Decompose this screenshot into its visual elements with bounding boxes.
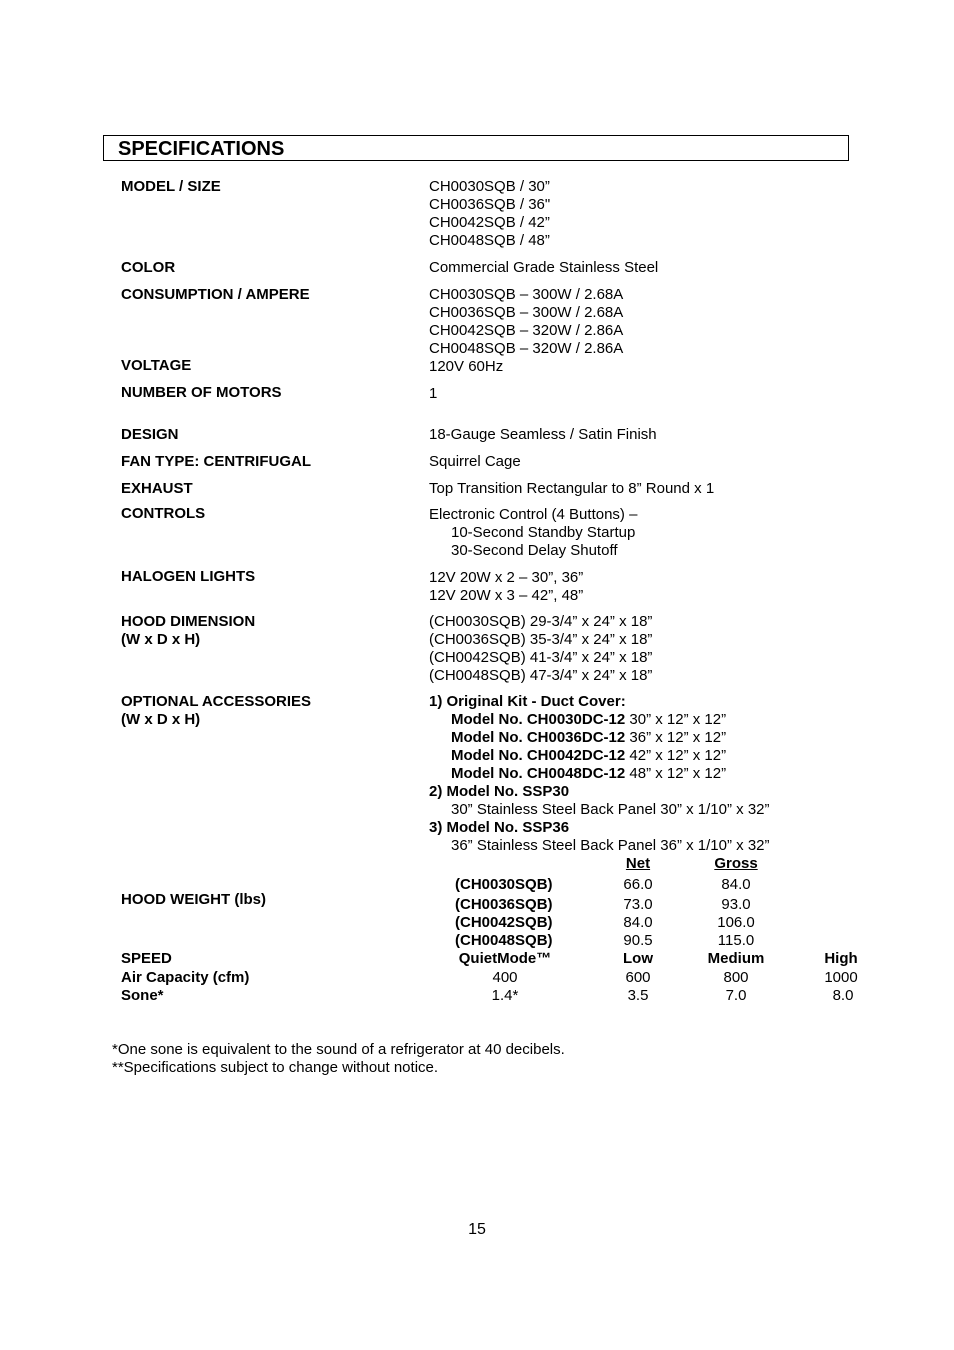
speed-low-header: Low (623, 950, 653, 967)
weight-row-gross: 84.0 (721, 876, 751, 893)
sone-value: 3.5 (627, 987, 649, 1004)
exhaust-label: EXHAUST (121, 480, 193, 497)
halogen-label: HALOGEN LIGHTS (121, 568, 256, 585)
dimension-value: (CH0048SQB) 47-3/4” x 24” x 18” (429, 667, 653, 684)
consumption-value: CH0042SQB – 320W / 2.86A (429, 322, 624, 339)
exhaust-value: Top Transition Rectangular to 8” Round x 1 (429, 480, 715, 497)
air-capacity-value: 800 (723, 969, 749, 986)
accessory-ssp36-desc: 36” Stainless Steel Back Panel 36” x 1/10” x 32” (451, 837, 770, 854)
halogen-value: 12V 20W x 2 – 30”, 36” (429, 569, 584, 586)
accessories-label: OPTIONAL ACCESSORIES (121, 693, 312, 710)
controls-value: Electronic Control (4 Buttons) – (429, 506, 638, 523)
weight-row-model: (CH0042SQB) (455, 914, 553, 931)
weight-row-net: 73.0 (623, 896, 653, 913)
weight-row-gross: 93.0 (721, 896, 751, 913)
design-value: 18-Gauge Seamless / Satin Finish (429, 426, 657, 443)
weight-net-header: Net (625, 855, 651, 872)
sone-value: 8.0 (832, 987, 854, 1004)
weight-row-gross: 106.0 (717, 914, 755, 931)
model-size-value: CH0030SQB / 30” (429, 178, 550, 195)
accessory-model-line (451, 729, 726, 747)
weight-row-model: (CH0030SQB) (455, 876, 553, 893)
accessory-ssp30-desc: 30” Stainless Steel Back Panel 30” x 1/10” x 32” (451, 801, 770, 818)
motors-label: NUMBER OF MOTORS (121, 384, 282, 401)
dimension-value: (CH0030SQB) 29-3/4” x 24” x 18” (429, 613, 653, 630)
accessory-model-line (451, 765, 726, 783)
page-number: 15 (468, 1221, 486, 1238)
dimension-label: HOOD DIMENSION (121, 613, 256, 630)
air-capacity-value: 400 (492, 969, 518, 986)
motors-value: 1 (429, 385, 438, 402)
accessory-size: 42” x 12” x 12” (625, 747, 727, 764)
specifications-header-box (103, 135, 849, 161)
weight-gross-header: Gross (714, 855, 758, 872)
model-size-value: CH0042SQB / 42” (429, 214, 550, 231)
page-title: SPECIFICATIONS (118, 138, 285, 160)
voltage-value: 120V 60Hz (429, 358, 504, 375)
weight-row-net: 84.0 (623, 914, 653, 931)
color-value: Commercial Grade Stainless Steel (429, 259, 659, 276)
consumption-value: CH0036SQB – 300W / 2.68A (429, 304, 624, 321)
weight-row-model: (CH0036SQB) (455, 896, 553, 913)
accessory-ssp36: 3) Model No. SSP36 (429, 819, 570, 836)
accessory-model: Model No. CH0042DC-12 (451, 747, 626, 764)
design-label: DESIGN (121, 426, 179, 443)
controls-label: CONTROLS (121, 505, 206, 522)
footnote-sone: *One sone is equivalent to the sound of a refrigerator at 40 decibels. (112, 1041, 565, 1058)
accessories-kit: 1) Original Kit - Duct Cover: (429, 693, 626, 710)
sone-label: Sone* (121, 987, 164, 1004)
weight-row-net: 90.5 (623, 932, 653, 949)
model-size-value: CH0036SQB / 36" (429, 196, 551, 213)
dimension-sublabel: (W x D x H) (121, 631, 201, 648)
accessory-model: Model No. CH0036DC-12 (451, 729, 626, 746)
speed-medium-header: Medium (707, 950, 765, 967)
accessory-model: Model No. CH0048DC-12 (451, 765, 626, 782)
halogen-value: 12V 20W x 3 – 42”, 48” (429, 587, 584, 604)
accessories-sublabel: (W x D x H) (121, 711, 201, 728)
speed-high-header: High (824, 950, 858, 967)
fan-type-value: Squirrel Cage (429, 453, 521, 470)
fan-type-label: FAN TYPE: CENTRIFUGAL (121, 453, 311, 470)
accessory-size: 36” x 12” x 12” (625, 729, 727, 746)
dimension-value: (CH0036SQB) 35-3/4” x 24” x 18” (429, 631, 653, 648)
accessory-size: 48” x 12” x 12” (625, 765, 727, 782)
air-capacity-label: Air Capacity (cfm) (121, 969, 250, 986)
accessory-model-line (451, 747, 726, 765)
air-capacity-value: 1000 (824, 969, 858, 986)
footnote-change: **Specifications subject to change without notice. (112, 1059, 439, 1076)
air-capacity-value: 600 (625, 969, 651, 986)
weight-label: HOOD WEIGHT (lbs) (121, 891, 266, 908)
sone-value: 7.0 (725, 987, 747, 1004)
weight-row-model: (CH0048SQB) (455, 932, 553, 949)
model-size-label: MODEL / SIZE (121, 178, 221, 195)
speed-label: SPEED (121, 950, 172, 967)
weight-row-net: 66.0 (623, 876, 653, 893)
controls-value: 30-Second Delay Shutoff (451, 542, 618, 559)
sone-value: 1.4* (491, 987, 519, 1004)
speed-quiet-header: QuietMode™ (458, 950, 552, 967)
model-size-value: CH0048SQB / 48” (429, 232, 550, 249)
consumption-label: CONSUMPTION / AMPERE (121, 286, 310, 303)
weight-row-gross: 115.0 (717, 932, 755, 949)
accessory-size: 30” x 12” x 12” (625, 711, 727, 728)
accessory-model: Model No. CH0030DC-12 (451, 711, 626, 728)
dimension-value: (CH0042SQB) 41-3/4” x 24” x 18” (429, 649, 653, 666)
consumption-value: CH0030SQB – 300W / 2.68A (429, 286, 624, 303)
accessory-ssp30: 2) Model No. SSP30 (429, 783, 570, 800)
voltage-label: VOLTAGE (121, 357, 192, 374)
consumption-value: CH0048SQB – 320W / 2.86A (429, 340, 624, 357)
color-label: COLOR (121, 259, 176, 276)
accessory-model-line (451, 711, 726, 729)
controls-value: 10-Second Standby Startup (451, 524, 636, 541)
